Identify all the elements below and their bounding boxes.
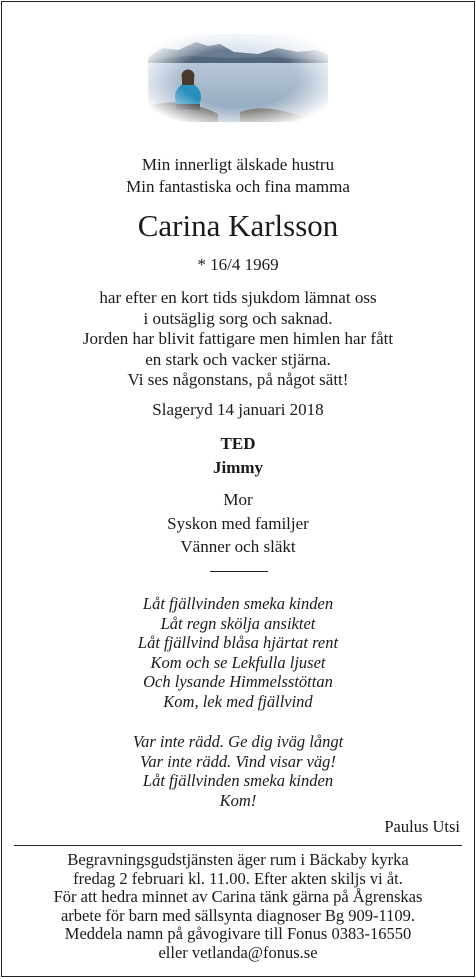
message-line: Vi ses någonstans, på något sätt!	[127, 370, 349, 389]
obituary-notice	[1, 1, 475, 977]
verse-line: Låt regn skölja ansiktet	[160, 613, 316, 633]
verse-line: Låt fjällvinden smeka kinden	[142, 771, 334, 790]
message-line: i outsäglig sorg och saknad.	[143, 308, 333, 328]
verse-stanza-1	[2, 594, 474, 711]
verse-line: Var inte rädd. Vind visar väg!	[140, 751, 336, 771]
verse-line: Kom!	[219, 790, 257, 810]
place-date: Slageryd 14 januari 2018	[152, 400, 324, 419]
family-member: Jimmy	[212, 458, 264, 477]
verse-line: Låt fjällvinden smeka kinden	[142, 594, 334, 613]
verse-line: Kom, lek med fjällvind	[163, 691, 313, 711]
short-divider	[210, 571, 268, 572]
family-member: Vänner och släkt	[180, 537, 296, 556]
funeral-line: Meddela namn på gåvogivare till Fonus 0383-16550	[64, 924, 412, 944]
verse-line: Kom och se Lekfulla ljuset	[150, 652, 326, 672]
message-line: en stark och vacker stjärna.	[145, 349, 331, 369]
funeral-line: eller vetlanda@fonus.se	[158, 942, 318, 962]
family-member: TED	[220, 434, 256, 453]
lake-photo-graphic	[148, 34, 328, 122]
birth-date: * 16/4 1969	[197, 255, 279, 274]
deceased-name: Carina Karlsson	[137, 208, 339, 243]
intro-text	[2, 154, 474, 198]
section-rule	[14, 845, 462, 846]
funeral-line: För att hedra minnet av Carina tänk gärna på Ågrenskas	[53, 887, 423, 907]
closest-family	[2, 432, 474, 480]
intro-line: Min innerligt älskade hustru	[141, 155, 335, 174]
funeral-line: arbete för barn med sällsynta diagnoser Bg 909-1109.	[60, 905, 416, 925]
funeral-line: fredag 2 februari kl. 11.00. Efter akten skiljs vi åt.	[73, 868, 403, 888]
verse-line: Låt fjällvind blåsa hjärtat rent	[137, 633, 339, 652]
funeral-info	[2, 851, 474, 963]
message-text	[2, 288, 474, 391]
intro-line: Min fantastiska och fina mamma	[126, 177, 350, 196]
verse-line: Var inte rädd. Ge dig iväg långt	[132, 732, 344, 751]
other-family	[2, 488, 474, 559]
family-member: Mor	[223, 490, 253, 509]
message-line: Jorden har blivit fattigare men himlen har fått	[82, 329, 394, 348]
poet-name: Paulus Utsi	[384, 817, 460, 836]
verse-line: Och lysande Himmelsstöttan	[143, 672, 333, 691]
funeral-line: Begravningsgudstjänsten äger rum i Bäckaby kyrka	[67, 850, 409, 869]
family-member: Syskon med familjer	[167, 513, 309, 533]
lake-photo	[148, 34, 328, 122]
verse-stanza-2	[2, 732, 474, 810]
message-line: har efter en kort tids sjukdom lämnat oss	[99, 288, 377, 307]
